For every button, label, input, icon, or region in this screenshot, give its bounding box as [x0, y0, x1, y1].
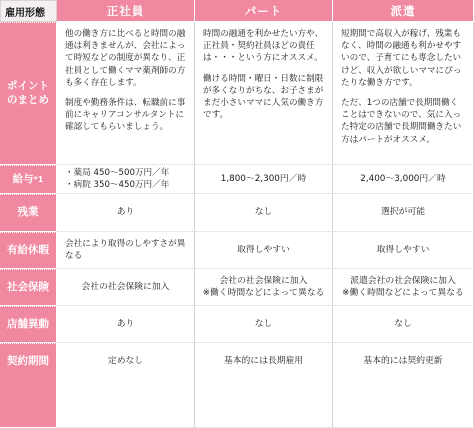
column-header-haken: 派遣: [333, 0, 474, 22]
insurance-haken-line1: 派遣会社の社会保険に加入: [350, 275, 456, 286]
transfer-haken-cell: なし: [333, 306, 474, 343]
insurance-part-line2: ※働く時間などによって異なる: [202, 288, 325, 298]
salary-seishain-pharmacy: ・薬局 450〜500万円／年: [65, 167, 170, 178]
transfer-seishain-cell: あり: [57, 306, 195, 343]
row-header-salary: [0, 165, 57, 194]
points-seishain-cell: [57, 22, 195, 165]
row-header-contract: [0, 343, 57, 428]
transfer-part-cell: なし: [195, 306, 333, 343]
salary-seishain-cell: [57, 165, 195, 194]
row-header-salary-label: 給与: [12, 172, 34, 185]
points-part-cell: [195, 22, 333, 165]
row-header-contract-label: 契約期間: [7, 355, 49, 367]
row-header-points: [0, 22, 57, 165]
points-haken-para2: ただ、1つの店舗で長期間働くことはできないので、気に入った特定の店舗で長期間働きたい方はパートがオススメ。: [341, 98, 462, 145]
points-seishain-para1: 他の働き方に比べると時間の融通は利きませんが、会社によって時短などの制度が異なり、正社員として働くママ薬剤師の方も多く存在します。: [65, 29, 186, 88]
insurance-part-line1: 会社の社会保険に加入: [219, 275, 308, 286]
contract-haken-cell: 基本的には契約更新: [333, 343, 474, 428]
row-header-salary-note: *1: [33, 174, 44, 184]
points-seishain-para2: 制度や勤務条件は、転職前に事前にキャリアコンサルタントに確認してもらいましょう。: [65, 98, 186, 133]
leave-part-cell: 取得しやすい: [195, 232, 333, 269]
insurance-seishain-cell: 会社の社会保険に加入: [57, 269, 195, 306]
row-header-overtime: 残業: [0, 194, 57, 232]
overtime-seishain-cell: あり: [57, 194, 195, 232]
leave-seishain-cell: 会社により取得のしやすさが異なる: [57, 232, 195, 269]
leave-haken-cell: 取得しやすい: [333, 232, 474, 269]
insurance-haken-cell: [333, 269, 474, 306]
row-header-leave: 有給休暇: [0, 232, 57, 269]
insurance-haken-line2: ※働く時間などによって異なる: [342, 288, 464, 298]
column-header-part: パート: [195, 0, 333, 22]
row-header-transfer: 店舗異動: [0, 306, 57, 343]
row-header-points-line2: のまとめ: [7, 93, 49, 106]
salary-haken-cell: 2,400〜3,000円／時: [333, 165, 474, 194]
overtime-part-cell: なし: [195, 194, 333, 232]
points-part-para2: 働ける時間・曜日・日数に制限が多くなりがちな、お子さまがまだ小さいママに人気の働き方です。: [203, 73, 324, 121]
points-haken-para1: 短期間で高収入が稼げ、残業もなく、時間の融通も利かせやすいので、子育てにも専念したいけど、収入が欲しいママにぴったりな働き方です。: [341, 29, 462, 88]
row-header-insurance: 社会保険: [0, 269, 57, 306]
salary-seishain-hospital: ・病院 350〜450万円／年: [65, 180, 170, 190]
corner-header: 雇用形態: [0, 0, 57, 22]
contract-part-cell: 基本的には長期雇用: [195, 343, 333, 428]
row-header-points-line1: ポイント: [7, 80, 49, 93]
column-header-seishain: 正社員: [57, 0, 195, 22]
salary-part-cell: 1,800〜2,300円／時: [195, 165, 333, 194]
contract-seishain-cell: 定めなし: [57, 343, 195, 428]
points-haken-cell: [333, 22, 474, 165]
overtime-haken-cell: 選択が可能: [333, 194, 474, 232]
insurance-part-cell: [195, 269, 333, 306]
points-part-para1: 時間の融通を利かせたい方や、正社員・契約社員ほどの責任は・・・という方にオススメ。: [203, 29, 324, 64]
